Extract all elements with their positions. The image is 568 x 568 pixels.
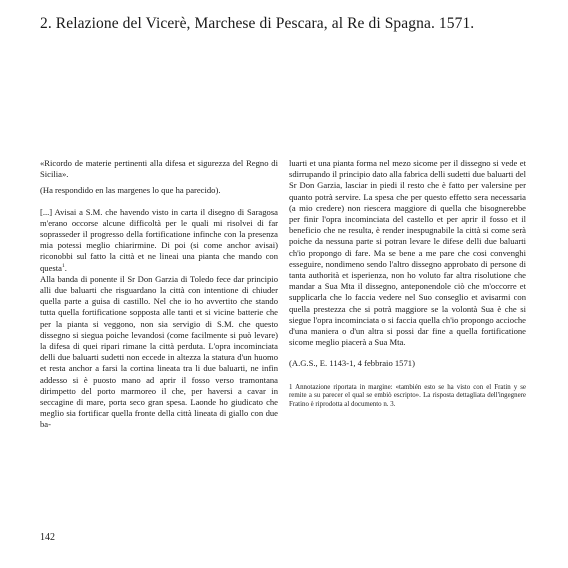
right-column bbox=[289, 158, 526, 410]
spanish-heading-note: (Ha respondido en las margenes lo que ha parecido). bbox=[40, 185, 221, 196]
body-paragraph: Alla banda di ponente il Sr Don Garzia di Toledo fece dar principio alli due baluarti che risguardano la città con intentione di chiuder quella parte a guisa di castillo. Nel che io ho avvertito che stando tutta quella fortificatione sopposta alle tanti et si vicine batterie che per la pianta si veggono, non sia servigio di S.M. che questo dissegno si siegua poiche levandosi (come facilmente si può levare) la difesa di quei ripari rimane la città perduta. L'opra incominciata delli due baluarti sudetti non eccede in altezza la statura d'un huomo et resta anchor a farsi la cortina lineata tra li due baluarti, ne infin addesso si è puosto mano ad aprir il fosso verso tramontana dirimpetto del porto marmoreo il che, per haversi a cavar in seccagine di mare, porta seco gran spesa. Laonde ho giudicato che meglio sia fortificar quella fronte della città lineata di giallo con due ba- bbox=[40, 273, 278, 430]
paragraph-end: . bbox=[64, 262, 67, 273]
page-title: 2. Relazione del Vicerè, Marchese di Pescara, al Re di Spagna. 1571. bbox=[40, 15, 475, 32]
body-paragraph bbox=[40, 207, 278, 274]
body-paragraph: luarti et una pianta forma nel mezo sicome per il dissegno si vede et sdirrupando il principio dato alla fabrica delli sudetti due baluarti del Sr Don Garzia, lasciar in piedi il resto che è fatto per valersine per quanto potrà servire. La spesa che per questo effetto sera necessaria (a mio credere) non riescera maggiore di quella che bisognerebbe per finir l'opra incominciata del castello et per aprir il fosso et il beneficio che ne resulta, è render inespugnabile la città si come serà poiche da nessuna parte si potran levare le difese delli due baluarti ch'io propongo di fare. Ma se bene a me pare che cosi convenghi esseguire, nondimeno sendo l'altro dissegno approbato di persone di tanta authorità et isperienza, non ho voluto far altra risolutione che mandar a Sua Mta il dissegno, anteponendole ciò che m'occorre et supplicarla che lo faccia vedere nel Suo conseglio et avisarmi con quella prestezza che si potrà maggiore se la volontà Sua è che si siegue l'opra incominciata o si faccia quella ch'io propongo accioche d'una maniera o d'un altra si possi dar fine a quella fortificatione sicome meglio piacerà a Sua Mta. bbox=[289, 158, 526, 348]
left-column bbox=[40, 158, 278, 431]
document-heading: «Ricordo de materie pertinenti alla difesa et sigurezza del Regno di Sicilia». bbox=[40, 158, 278, 180]
page-number: 142 bbox=[40, 532, 55, 543]
footnote-marker: 1 bbox=[61, 262, 65, 269]
paragraph-text: [...] Avisai a S.M. che havendo visto in carta il disegno di Saragosa m'erano occorse alcune difficoltà per le quali mi risolvei di far soprasseder il progresso della fortificatione infinche con la presenza mia potessi meglio chiarirmine. Di poi (si come anchor avisai) riconobbi sul fatto la città et ne lineai una pianta che mando con questa bbox=[40, 206, 278, 273]
footnote: 1 Annotazione riportata in margine: «también esto se ha visto con el Fratin y se remite a su parecer el qual se embiò escripto». La risposta dettagliata dell'ingegnere Fratino è riprodotta al documento n. 3. bbox=[289, 383, 526, 409]
archival-citation: (A.G.S., E. 1143-1, 4 febbraio 1571) bbox=[289, 358, 415, 369]
